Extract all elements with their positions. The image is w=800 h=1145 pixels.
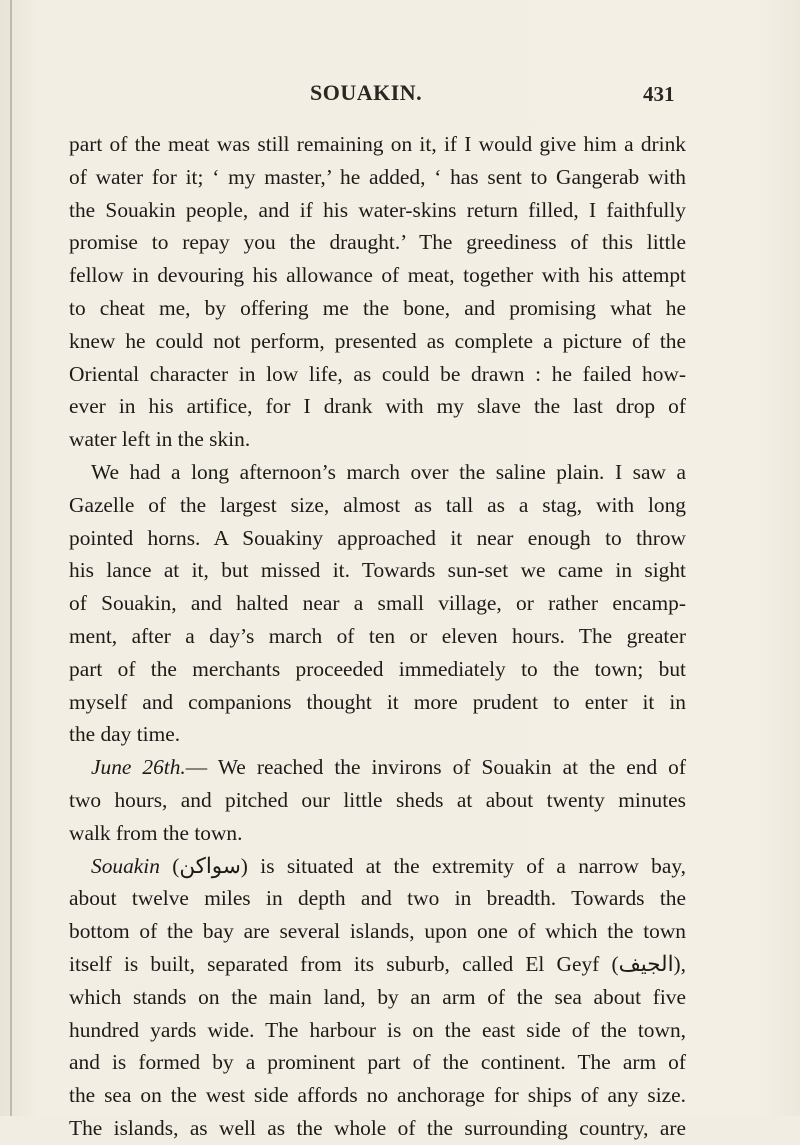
running-title: SOUAKIN. [310,80,423,105]
text-segment: — We reached the invirons of Souakin at the end of [185,755,686,780]
text-line: which stands on the main land, by an arm of the sea about five [69,984,686,1009]
place-name: Souakin [91,853,160,878]
text-line: part of the meat was still remaining on it, if I would give him a drink [69,132,686,156]
text-line: about twelve miles in depth and two in breadth. Towards the [69,886,686,911]
text-line-geyf [69,948,686,981]
text-line: pointed horns. A Souakiny approached it near enough to throw [69,525,686,550]
text-line: Gazelle of the largest size, almost as tall as a stag, with long [69,492,686,517]
text-line: the day time. [69,722,181,747]
text-line: the sea on the west side affords no anchorage for ships of any size. [69,1083,686,1108]
text-line: his lance at it, but missed it. Towards sun-set we came in sight [69,558,686,583]
date-heading: June 26th. [91,755,186,780]
text-line: of water for it; ‘ my master,’ he added, ‘ has sent to Gangerab with [69,164,686,189]
text-segment: , [680,951,686,976]
text-line: the Souakin people, and if his water-skins return filled, I faithfully [69,197,686,222]
text-line: We had a long afternoon’s march over the saline plain. I saw a [91,459,686,484]
text-segment: is situated at the extremity of a narrow bay, [260,853,686,878]
text-line: hundred yards wide. The harbour is on the east side of the town, [69,1017,686,1042]
text-line: part of the merchants proceeded immediately to the town; but [69,656,686,681]
text-segment: itself is built, separated from its suburb, called El Geyf [69,951,600,976]
text-line: The islands, as well as the whole of the surrounding country, are [69,1115,686,1140]
text-line: two hours, and pitched our little sheds at about twenty minutes [69,787,686,812]
text-line: fellow in devouring his allowance of meat, together with his attempt [69,263,686,288]
text-line: and is formed by a prominent part of the continent. The arm of [69,1050,686,1075]
text-line: water left in the skin. [69,427,251,452]
text-line-june [69,751,686,784]
text-line-souakin [69,850,686,883]
page-gutter-shadow [10,0,12,1116]
text-line: walk from the town. [69,820,243,845]
text-line: myself and companions thought it more prudent to enter it in [69,689,686,714]
text-line: promise to repay you the draught.’ The greediness of this little [69,230,686,255]
page-header [0,80,800,110]
text-line: Oriental character in low life, as could be drawn : he failed how- [69,361,686,386]
text-line: ment, after a day’s march of ten or eleven hours. The greater [69,623,686,648]
text-line: knew he could not perform, presented as complete a picture of the [69,328,686,353]
text-line: ever in his artifice, for I drank with my slave the last drop of [69,394,686,419]
arabic-name: (الجيف) [611,951,681,976]
text-line: of Souakin, and halted near a small village, or rather encamp- [69,591,686,616]
body-text [69,128,686,1145]
text-line: to cheat me, by offering me the bone, and promising what he [69,295,686,320]
arabic-name: (سواكن) [172,853,248,878]
text-line: bottom of the bay are several islands, upon one of which the town [69,919,686,944]
page-number: 431 [643,82,675,106]
